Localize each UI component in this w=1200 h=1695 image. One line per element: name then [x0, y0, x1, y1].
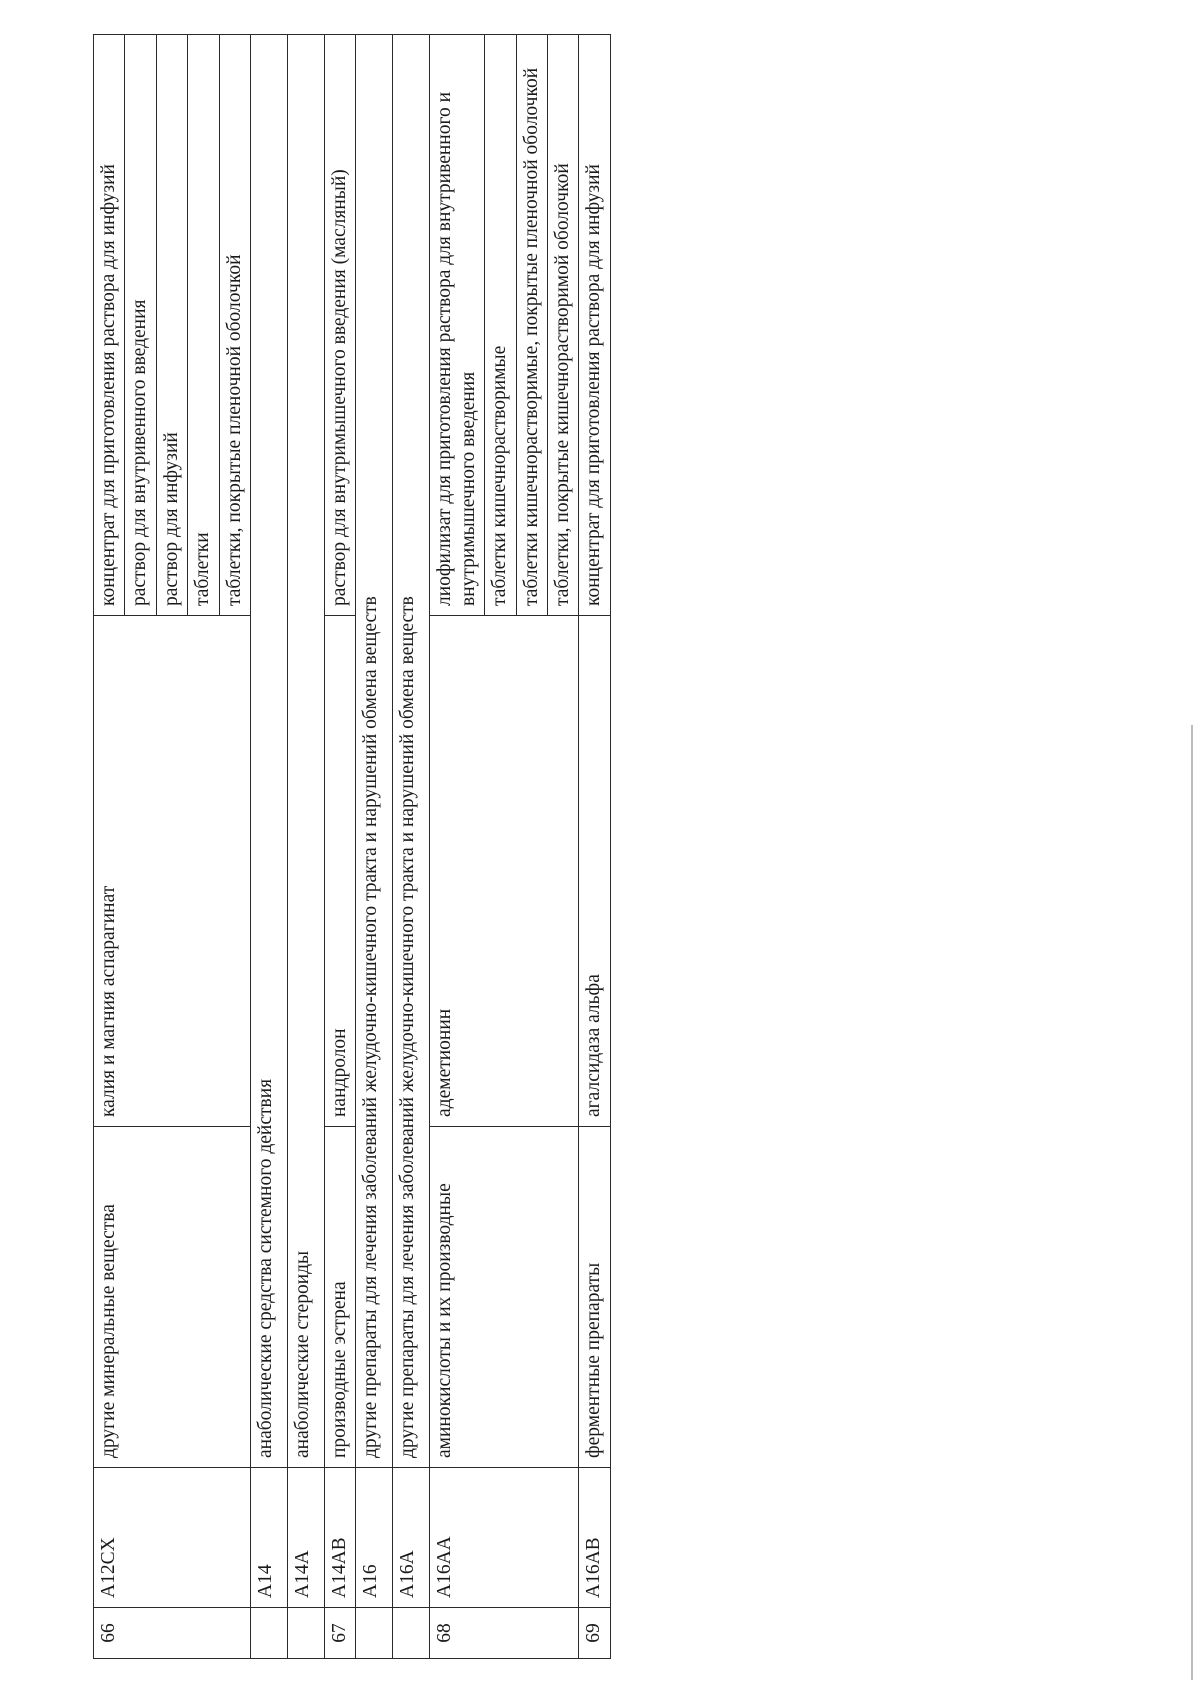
row-number: 67: [324, 1608, 355, 1659]
dosage-form: концентрат для приготовления раствора для инфузий: [94, 35, 125, 616]
table-row: [579, 35, 610, 1659]
dosage-form: таблетки кишечнорастворимые: [485, 35, 516, 616]
table-row-heading: [356, 35, 393, 1659]
atx-code: A14AB: [324, 1468, 355, 1608]
row-number: [393, 1608, 430, 1659]
pharmacological-group: другие минеральные вещества: [94, 1127, 251, 1468]
scan-edge-line: [1191, 725, 1193, 1680]
dosage-form: раствор для внутримышечного введения (масляный): [324, 35, 355, 616]
group-heading: анаболические стероиды: [287, 35, 324, 1468]
dosage-form: концентрат для приготовления раствора для инфузий: [579, 35, 610, 616]
row-number: [250, 1608, 287, 1659]
atx-code: A14A: [287, 1468, 324, 1608]
pharmacological-group: аминокислоты и их производные: [430, 1127, 579, 1468]
table-row-heading: [287, 35, 324, 1659]
pharmacological-group: производные эстрена: [324, 1127, 355, 1468]
active-substance: адеметионин: [430, 616, 579, 1127]
dosage-form: раствор для инфузий: [156, 35, 187, 616]
dosage-form: таблетки кишечнорастворимые, покрытые пленочной оболочкой: [516, 35, 547, 616]
row-number: [356, 1608, 393, 1659]
pharmacological-group: ферментные препараты: [579, 1127, 610, 1468]
table-body: [94, 35, 611, 1659]
dosage-form: таблетки, покрытые кишечнорастворимой оболочкой: [547, 35, 578, 616]
group-heading: другие препараты для лечения заболеваний желудочно-кишечного тракта и нарушений обмена веществ: [393, 35, 430, 1468]
table-row: [324, 35, 355, 1659]
row-number: 69: [579, 1608, 610, 1659]
atx-code: A16AA: [430, 1468, 579, 1608]
table-row-heading: [250, 35, 287, 1659]
atx-code: A16: [356, 1468, 393, 1608]
row-number: [287, 1608, 324, 1659]
table-row: [94, 35, 125, 1659]
group-heading: анаболические средства системного действия: [250, 35, 287, 1468]
dosage-form: лиофилизат для приготовления раствора для внутривенного и внутримышечного введения: [430, 35, 485, 616]
table-row: [430, 35, 485, 1659]
rotated-document-page: [93, 35, 954, 1659]
active-substance: агалсидаза альфа: [579, 616, 610, 1127]
dosage-form: таблетки, покрытые пленочной оболочкой: [219, 35, 250, 616]
dosage-form: таблетки: [188, 35, 219, 616]
atx-code: A12CX: [94, 1468, 251, 1608]
active-substance: калия и магния аспарагинат: [94, 616, 251, 1127]
active-substance: нандролон: [324, 616, 355, 1127]
atx-code: A16A: [393, 1468, 430, 1608]
atx-code: A14: [250, 1468, 287, 1608]
atx-code: A16AB: [579, 1468, 610, 1608]
table-row-heading: [393, 35, 430, 1659]
group-heading: другие препараты для лечения заболеваний желудочно-кишечного тракта и нарушений обмена веществ: [356, 35, 393, 1468]
row-number: 68: [430, 1608, 579, 1659]
dosage-form: раствор для внутривенного введения: [125, 35, 156, 616]
row-number: 66: [94, 1608, 251, 1659]
medicines-list-table: [93, 34, 611, 1659]
